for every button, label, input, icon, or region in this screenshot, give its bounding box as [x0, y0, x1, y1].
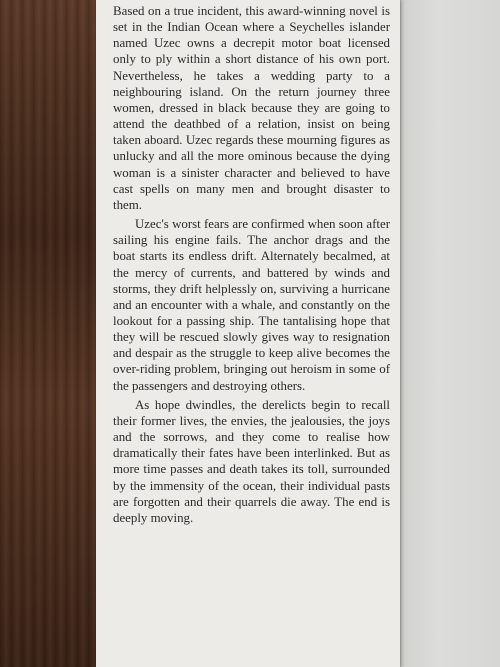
blurb-paragraph-3: As hope dwindles, the derelicts begin to recall their former lives, the envies, the jealousies, the joys and the sorrows, and they come to realise how dramatically their fates have been interlinked. But as more time passes and death takes its toll, surrounded by the immensity of the ocean, their individual pasts are forgotten and their quarrels die away. The end is deeply moving.: [113, 397, 390, 525]
blurb-paragraph-2: Uzec's worst fears are confirmed when soon after sailing his engine fails. The anchor drags and the boat starts its endless drift. Alternately becalmed, at the mercy of currents, and battered by winds and storms, they drift helplessly on, surviving a hurricane and an encounter with a whale, and constantly on the lookout for a passing ship. The tantalising hope that they will be rescued slowly gives way to resignation and despair as the struggle to keep alive becomes the over-riding problem, bringing out heroism in some of the passengers and destroying others.: [113, 217, 390, 393]
blurb-paragraph-1: Based on a true incident, this award-winning novel is set in the Indian Ocean where a Seychelles islander named Uzec owns a decrepit motor boat licensed only to ply within a short distance of his own port. Nevertheless, he takes a wedding party to a neighbouring island. On the return journey three women, dressed in black because they are going to attend the deathbed of a relation, insist on being taken aboard. Uzec regards these mourning figures as unlucky and all the more ominous because the dying woman is a sinister character and believed to have cast spells on many men and brought disaster to them.: [113, 4, 390, 212]
wooden-table-background: [0, 0, 100, 667]
blurb-text: [113, 3, 390, 526]
book-cover-edge: [398, 0, 500, 667]
